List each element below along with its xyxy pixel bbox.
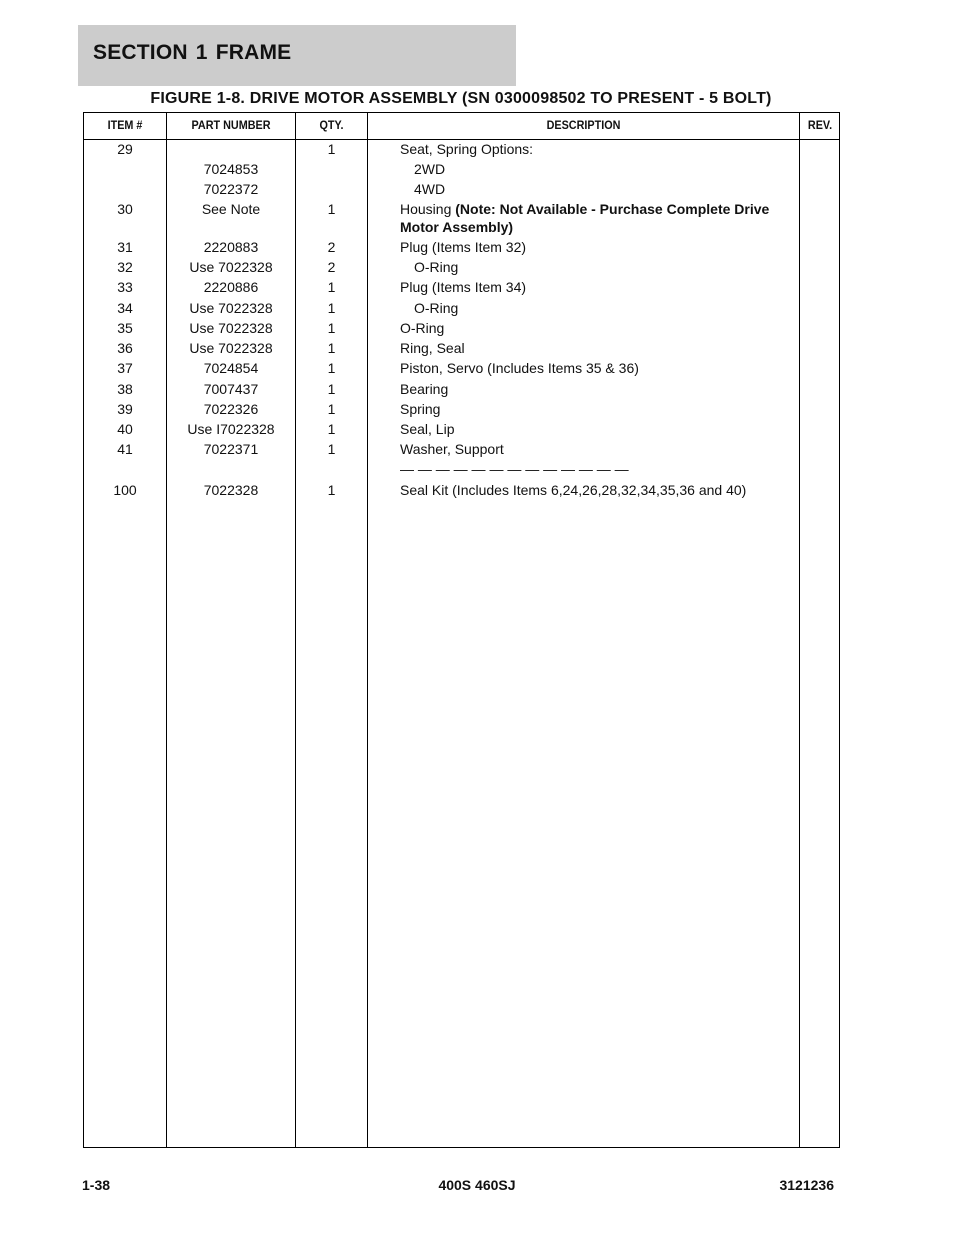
row-part-number: 7022328 xyxy=(203,482,259,498)
row-part-number: 2220886 xyxy=(203,279,259,295)
column-header-description: DESCRIPTION xyxy=(546,118,621,132)
row-part-number: 7024853 xyxy=(203,161,259,177)
section-title: SECTION 1 FRAME xyxy=(93,41,292,64)
row-quantity: 1 xyxy=(327,482,336,498)
footer-doc-number: 3121236 xyxy=(779,1177,834,1193)
column-header-rev: REV. xyxy=(807,118,833,132)
row-part-number: See Note xyxy=(201,201,261,217)
row-description-note: (Note: Not Available - Purchase Complete Drive xyxy=(455,201,770,217)
row-description-text: 4WD xyxy=(414,181,446,197)
row-quantity: 2 xyxy=(327,259,336,275)
row-part-number: Use 7022328 xyxy=(189,300,273,316)
footer-page-number: 1-38 xyxy=(82,1177,111,1193)
row-description-note-cont: Motor Assembly) xyxy=(400,219,514,235)
row-quantity: 1 xyxy=(327,360,336,376)
row-description xyxy=(400,359,790,377)
parts-table xyxy=(83,112,840,1148)
row-item-number: 37 xyxy=(117,360,133,376)
row-description-text: Plug (Items Item 32) xyxy=(400,239,527,255)
row-item-number: 100 xyxy=(113,482,137,498)
row-part-number: Use 7022328 xyxy=(189,259,273,275)
footer-model: 400S 460SJ xyxy=(438,1177,516,1193)
row-description xyxy=(400,339,790,357)
row-quantity: 1 xyxy=(327,441,336,457)
row-quantity: 1 xyxy=(327,141,336,157)
row-item-number: 29 xyxy=(117,141,133,157)
row-description xyxy=(400,460,790,478)
row-description xyxy=(400,180,804,198)
row-item-number: 41 xyxy=(117,441,133,457)
row-description xyxy=(400,238,790,256)
row-description-text: Piston, Servo (Includes Items 35 & 36) xyxy=(400,360,639,376)
row-description xyxy=(400,400,790,418)
row-quantity: 2 xyxy=(327,239,336,255)
row-description-text: O-Ring xyxy=(414,300,459,316)
row-part-number: 7024854 xyxy=(203,360,259,376)
row-quantity: 1 xyxy=(327,300,336,316)
row-description xyxy=(400,380,790,398)
row-item-number: 31 xyxy=(117,239,133,255)
row-description-text: O-Ring xyxy=(400,320,445,336)
row-description-text: O-Ring xyxy=(414,259,459,275)
row-description-text: Washer, Support xyxy=(400,441,504,457)
row-item-number: 33 xyxy=(117,279,133,295)
row-quantity: 1 xyxy=(327,401,336,417)
row-part-number: 7022371 xyxy=(203,441,259,457)
row-item-number: 38 xyxy=(117,381,133,397)
row-description-text: Seal, Lip xyxy=(400,421,455,437)
section-header-band xyxy=(78,25,516,86)
row-description xyxy=(400,278,790,296)
row-part-number: 2220883 xyxy=(203,239,259,255)
row-description-text: Seat, Spring Options: xyxy=(400,141,534,157)
row-quantity: 1 xyxy=(327,201,336,217)
row-part-number: 7022326 xyxy=(203,401,259,417)
row-description xyxy=(400,299,804,317)
row-description xyxy=(400,140,790,158)
row-item-number: 36 xyxy=(117,340,133,356)
column-header-item: ITEM # xyxy=(107,118,143,132)
row-description xyxy=(400,440,790,458)
row-item-number: 39 xyxy=(117,401,133,417)
row-item-number: 30 xyxy=(117,201,133,217)
column-header-part-number: PART NUMBER xyxy=(191,118,271,132)
row-part-number: Use 7022328 xyxy=(189,340,273,356)
row-part-number: 7007437 xyxy=(203,381,259,397)
row-item-number: 35 xyxy=(117,320,133,336)
row-description xyxy=(400,200,790,236)
row-description-text: — — — — — — — — — — — — — xyxy=(400,461,629,477)
row-description-text: Plug (Items Item 34) xyxy=(400,279,527,295)
row-description xyxy=(400,481,790,499)
row-part-number: Use I7022328 xyxy=(187,421,275,437)
row-description-text: Seal Kit (Includes Items 6,24,26,28,32,34,35,36 and 40) xyxy=(400,482,747,498)
row-item-number: 40 xyxy=(117,421,133,437)
row-quantity: 1 xyxy=(327,340,336,356)
row-quantity: 1 xyxy=(327,320,336,336)
row-description xyxy=(400,319,790,337)
row-description-text: Housing xyxy=(400,201,456,217)
row-description xyxy=(400,420,790,438)
row-description-text: Bearing xyxy=(400,381,449,397)
row-quantity: 1 xyxy=(327,381,336,397)
row-item-number: 32 xyxy=(117,259,133,275)
row-description-text: 2WD xyxy=(414,161,446,177)
figure-title: FIGURE 1-8. DRIVE MOTOR ASSEMBLY (SN 0300098502 TO PRESENT - 5 BOLT) xyxy=(150,90,772,107)
row-description xyxy=(400,258,804,276)
row-description-text: Ring, Seal xyxy=(400,340,465,356)
row-quantity: 1 xyxy=(327,421,336,437)
row-description-text: Spring xyxy=(400,401,441,417)
row-part-number: 7022372 xyxy=(203,181,259,197)
column-header-qty: QTY. xyxy=(319,118,344,132)
column-divider xyxy=(367,113,368,1147)
row-item-number: 34 xyxy=(117,300,133,316)
row-description xyxy=(400,160,804,178)
row-part-number: Use 7022328 xyxy=(189,320,273,336)
row-quantity: 1 xyxy=(327,279,336,295)
